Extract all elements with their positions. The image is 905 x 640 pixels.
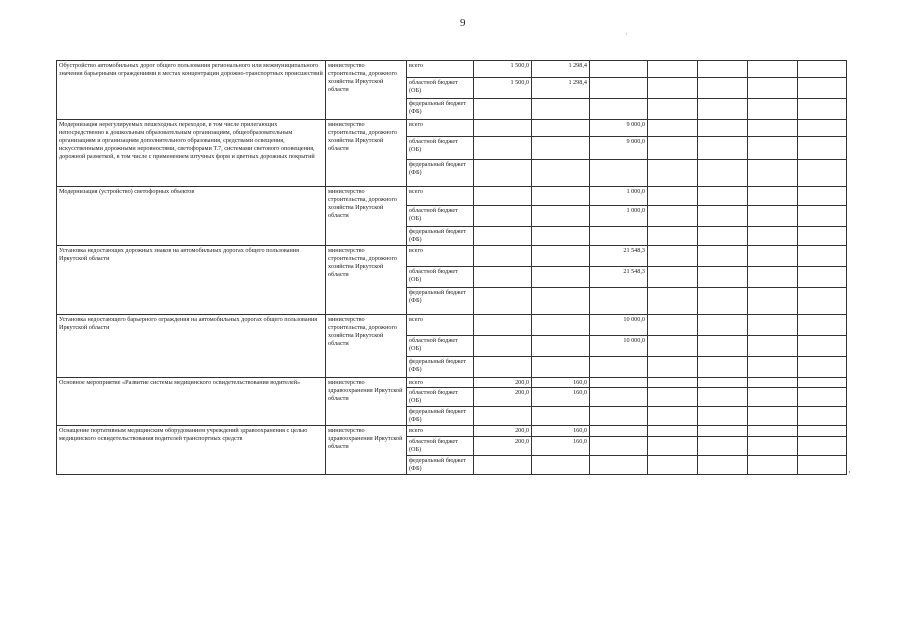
- value-cell: [698, 378, 748, 388]
- value-cell: 200,0: [474, 388, 532, 407]
- value-cell: [532, 137, 590, 160]
- funding-source: всего: [407, 378, 474, 388]
- value-cell: [648, 120, 698, 137]
- activity-name: Модернизация нерегулируемых пешеходных переходов, в том числе прилегающих непосредственно к дошкольным образовательным организациям, общеобразовательным организациям и организациям дополнительного образования, средствами освещения, искусственными дорожными неровностями, светофорами Т.7, системами светового оповещения, дорожной разметкой, в том числе с применением штучных форм и цветных дорожных покрытий: [57, 120, 326, 187]
- value-cell: [748, 388, 798, 407]
- value-cell: [648, 456, 698, 475]
- value-cell: [648, 187, 698, 206]
- value-cell: [748, 456, 798, 475]
- value-cell: [748, 315, 798, 336]
- value-cell: [748, 407, 798, 426]
- value-cell: [532, 160, 590, 187]
- value-cell: [590, 426, 648, 437]
- value-cell: 1 298,4: [532, 78, 590, 99]
- table-row: [57, 426, 847, 437]
- value-cell: [648, 267, 698, 288]
- value-cell: 21 548,3: [590, 246, 648, 267]
- value-cell: [698, 61, 748, 78]
- value-cell: [648, 378, 698, 388]
- funding-source: федеральный бюджет (ФБ): [407, 456, 474, 475]
- value-cell: 9 000,0: [590, 120, 648, 137]
- value-cell: [748, 357, 798, 378]
- executor: министерство строительства, дорожного хозяйства Иркутской области: [326, 120, 407, 187]
- value-cell: 21 548,3: [590, 267, 648, 288]
- value-cell: [798, 99, 847, 120]
- value-cell: [590, 61, 648, 78]
- value-cell: [798, 378, 847, 388]
- value-cell: [698, 407, 748, 426]
- value-cell: [648, 227, 698, 246]
- value-cell: [648, 426, 698, 437]
- value-cell: [474, 99, 532, 120]
- funding-source: всего: [407, 426, 474, 437]
- executor: министерство строительства, дорожного хозяйства Иркутской области: [326, 315, 407, 378]
- value-cell: [532, 267, 590, 288]
- value-cell: [698, 206, 748, 227]
- value-cell: [798, 426, 847, 437]
- table-body: [57, 61, 847, 475]
- value-cell: [474, 315, 532, 336]
- table-row: [57, 315, 847, 336]
- value-cell: [648, 388, 698, 407]
- value-cell: [532, 206, 590, 227]
- value-cell: [590, 78, 648, 99]
- value-cell: [474, 357, 532, 378]
- funding-source: федеральный бюджет (ФБ): [407, 288, 474, 315]
- value-cell: [474, 246, 532, 267]
- value-cell: [798, 187, 847, 206]
- value-cell: [474, 206, 532, 227]
- value-cell: [474, 407, 532, 426]
- funding-source: всего: [407, 315, 474, 336]
- value-cell: [798, 61, 847, 78]
- value-cell: [798, 246, 847, 267]
- value-cell: 200,0: [474, 426, 532, 437]
- value-cell: [648, 336, 698, 357]
- value-cell: [698, 78, 748, 99]
- value-cell: [648, 246, 698, 267]
- executor: министерство строительства, дорожного хозяйства Иркутской области: [326, 61, 407, 120]
- value-cell: [798, 315, 847, 336]
- value-cell: [698, 267, 748, 288]
- value-cell: 1 000,0: [590, 187, 648, 206]
- funding-source: федеральный бюджет (ФБ): [407, 160, 474, 187]
- value-cell: 160,0: [532, 378, 590, 388]
- value-cell: 200,0: [474, 378, 532, 388]
- executor: министерство здравоохранения Иркутской области: [326, 426, 407, 475]
- value-cell: [748, 378, 798, 388]
- value-cell: [474, 456, 532, 475]
- funding-source: федеральный бюджет (ФБ): [407, 227, 474, 246]
- activity-name: Модернизация (устройство) светофорных объектов: [57, 187, 326, 246]
- value-cell: 10 000,0: [590, 336, 648, 357]
- value-cell: [748, 160, 798, 187]
- value-cell: [532, 336, 590, 357]
- funding-source: всего: [407, 120, 474, 137]
- value-cell: [698, 288, 748, 315]
- value-cell: [698, 315, 748, 336]
- value-cell: 160,0: [532, 426, 590, 437]
- funding-source: всего: [407, 187, 474, 206]
- value-cell: [590, 227, 648, 246]
- value-cell: [748, 99, 798, 120]
- value-cell: [590, 288, 648, 315]
- value-cell: [698, 187, 748, 206]
- value-cell: [648, 137, 698, 160]
- value-cell: [798, 160, 847, 187]
- value-cell: [798, 206, 847, 227]
- table-row: [57, 187, 847, 206]
- funding-source: всего: [407, 61, 474, 78]
- value-cell: [590, 99, 648, 120]
- value-cell: [648, 206, 698, 227]
- funding-source: областной бюджет (ОБ): [407, 206, 474, 227]
- value-cell: [474, 336, 532, 357]
- activity-name: Установка недостающих дорожных знаков на автомобильных дорогах общего пользования Иркутской области: [57, 246, 326, 315]
- value-cell: [748, 336, 798, 357]
- value-cell: [474, 187, 532, 206]
- value-cell: [748, 206, 798, 227]
- value-cell: [648, 437, 698, 456]
- value-cell: [648, 407, 698, 426]
- table-row: [57, 120, 847, 137]
- value-cell: [648, 315, 698, 336]
- value-cell: [698, 227, 748, 246]
- value-cell: [648, 160, 698, 187]
- value-cell: [798, 437, 847, 456]
- value-cell: [748, 78, 798, 99]
- value-cell: [532, 99, 590, 120]
- value-cell: [798, 336, 847, 357]
- value-cell: [532, 288, 590, 315]
- value-cell: [748, 120, 798, 137]
- value-cell: [748, 267, 798, 288]
- value-cell: [748, 187, 798, 206]
- value-cell: [532, 407, 590, 426]
- funding-source: всего: [407, 246, 474, 267]
- activity-name: Обустройство автомобильных дорог общего пользования регионального или межмуниципального значения барьерными ограждениями в местах концентрации дорожно-транспортных происшествий: [57, 61, 326, 120]
- value-cell: [474, 288, 532, 315]
- value-cell: [798, 407, 847, 426]
- value-cell: [532, 315, 590, 336]
- value-cell: 9 000,0: [590, 137, 648, 160]
- value-cell: [698, 120, 748, 137]
- value-cell: [532, 227, 590, 246]
- value-cell: [648, 99, 698, 120]
- value-cell: [648, 78, 698, 99]
- value-cell: [698, 456, 748, 475]
- top-mark: ·: [625, 30, 628, 39]
- value-cell: [798, 357, 847, 378]
- activity-name: Основное мероприятие «Развитие системы медицинского освидетельствования водителей»: [57, 378, 326, 426]
- value-cell: 200,0: [474, 437, 532, 456]
- value-cell: [698, 246, 748, 267]
- value-cell: [748, 227, 798, 246]
- value-cell: [798, 456, 847, 475]
- value-cell: [590, 160, 648, 187]
- value-cell: [748, 288, 798, 315]
- value-cell: [748, 437, 798, 456]
- value-cell: [748, 246, 798, 267]
- value-cell: [532, 357, 590, 378]
- funding-source: областной бюджет (ОБ): [407, 137, 474, 160]
- value-cell: [532, 246, 590, 267]
- value-cell: [748, 137, 798, 160]
- table-row: [57, 378, 847, 388]
- value-cell: [474, 120, 532, 137]
- value-cell: [590, 378, 648, 388]
- value-cell: [590, 456, 648, 475]
- value-cell: [698, 336, 748, 357]
- value-cell: [748, 61, 798, 78]
- value-cell: 160,0: [532, 437, 590, 456]
- value-cell: [648, 288, 698, 315]
- value-cell: [648, 61, 698, 78]
- bottom-mark: ·: [848, 467, 851, 477]
- value-cell: [590, 388, 648, 407]
- table-row: [57, 61, 847, 78]
- value-cell: [590, 357, 648, 378]
- funding-source: областной бюджет (ОБ): [407, 388, 474, 407]
- value-cell: [532, 187, 590, 206]
- value-cell: [698, 388, 748, 407]
- value-cell: [532, 120, 590, 137]
- activity-name: Установка недостающего барьерного ограждения на автомобильных дорогах общего пользования Иркутской области: [57, 315, 326, 378]
- value-cell: 1 500,0: [474, 78, 532, 99]
- value-cell: 1 298,4: [532, 61, 590, 78]
- value-cell: 10 000,0: [590, 315, 648, 336]
- value-cell: [590, 437, 648, 456]
- value-cell: 160,0: [532, 388, 590, 407]
- funding-source: федеральный бюджет (ФБ): [407, 99, 474, 120]
- funding-source: федеральный бюджет (ФБ): [407, 407, 474, 426]
- value-cell: [648, 357, 698, 378]
- value-cell: [798, 288, 847, 315]
- funding-source: федеральный бюджет (ФБ): [407, 357, 474, 378]
- value-cell: [698, 437, 748, 456]
- value-cell: [474, 160, 532, 187]
- value-cell: [698, 357, 748, 378]
- value-cell: [532, 456, 590, 475]
- funding-source: областной бюджет (ОБ): [407, 267, 474, 288]
- value-cell: [474, 137, 532, 160]
- value-cell: [698, 160, 748, 187]
- budget-table: [56, 60, 847, 475]
- funding-source: областной бюджет (ОБ): [407, 78, 474, 99]
- value-cell: [474, 227, 532, 246]
- value-cell: [698, 426, 748, 437]
- value-cell: [798, 137, 847, 160]
- executor: министерство здравоохранения Иркутской области: [326, 378, 407, 426]
- value-cell: [590, 407, 648, 426]
- executor: министерство строительства, дорожного хозяйства Иркутской области: [326, 187, 407, 246]
- value-cell: [798, 78, 847, 99]
- value-cell: [698, 137, 748, 160]
- executor: министерство строительства, дорожного хозяйства Иркутской области: [326, 246, 407, 315]
- table-row: [57, 246, 847, 267]
- funding-source: областной бюджет (ОБ): [407, 336, 474, 357]
- value-cell: 1 000,0: [590, 206, 648, 227]
- value-cell: 1 500,0: [474, 61, 532, 78]
- value-cell: [698, 99, 748, 120]
- funding-source: областной бюджет (ОБ): [407, 437, 474, 456]
- value-cell: [798, 267, 847, 288]
- value-cell: [798, 388, 847, 407]
- activity-name: Оснащение портативным медицинским оборудованием учреждений здравоохранения с целью медицинского освидетельствования водителей транспортных средств: [57, 426, 326, 475]
- page-number: 9: [460, 17, 466, 29]
- value-cell: [798, 227, 847, 246]
- value-cell: [798, 120, 847, 137]
- value-cell: [474, 267, 532, 288]
- value-cell: [748, 426, 798, 437]
